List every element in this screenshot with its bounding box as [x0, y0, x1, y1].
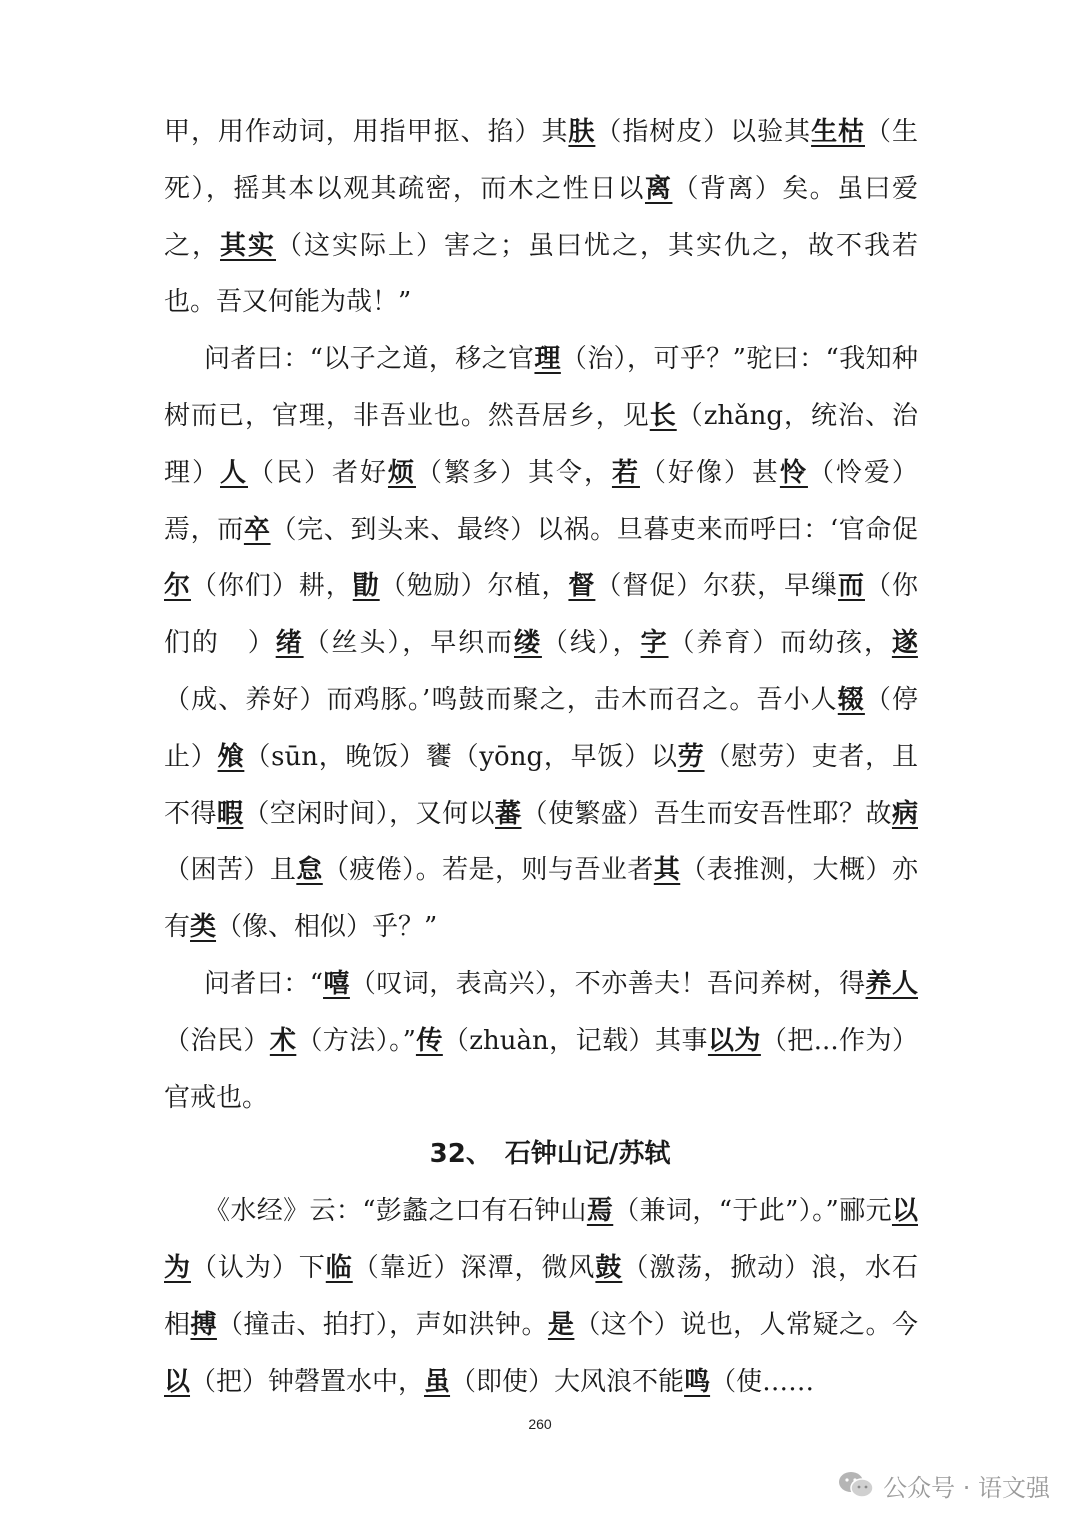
text-run: （勉励）尔植，: [379, 571, 569, 602]
annotated-term: 传: [415, 1025, 443, 1056]
annotated-term: 以: [164, 1366, 191, 1397]
annotated-term: 绪: [275, 628, 304, 659]
paragraph: [164, 956, 918, 1126]
text-run: （治），可乎？”驼曰：“我知种树而已，官理，非吾业也。然吾居乡，见: [164, 344, 918, 431]
text-run: （丝头），早织而: [303, 628, 514, 659]
annotated-term: 肤: [568, 117, 596, 147]
annotated-term: 离: [644, 173, 673, 204]
text-run: （空闲时间），又何以: [243, 798, 496, 829]
text-run: （兼词，“于此”）。”郦元: [613, 1196, 892, 1227]
text-run: （sūn，晚饭）饔（yōng，早饭）以: [244, 741, 678, 772]
annotated-term: 鸣: [684, 1366, 711, 1397]
watermark-text: 公众号 · 语文强: [883, 1473, 1050, 1502]
annotated-term: 勖: [352, 571, 380, 602]
text-run: （靠近）深潭，微风: [352, 1252, 596, 1283]
text-run: （完、到头来、最终）以祸。旦暮吏来而呼曰：‘官命促: [270, 514, 918, 545]
text-run: （指树皮）以验其: [595, 117, 812, 147]
text-run: 甲，用作动词，用指甲抠、掐）其: [164, 117, 569, 147]
text-run: （使繁盛）吾生而安吾性耶？故: [521, 798, 892, 829]
text-run: （zhuàn，记载）其事: [442, 1025, 708, 1056]
annotated-term: 劳: [677, 741, 705, 772]
annotated-term: 是: [547, 1309, 575, 1340]
annotated-term: 缕: [513, 628, 542, 659]
annotated-term: 若: [611, 457, 640, 488]
annotated-term: 以为: [707, 1025, 761, 1056]
annotated-term: 督: [568, 571, 596, 602]
text-run: 《水经》云：“彭蠡之口有石钟山: [204, 1196, 587, 1227]
text-run: （激荡，掀动）浪，水石相: [164, 1252, 918, 1340]
document-page: [164, 104, 918, 1410]
text-run: （即使）大风浪不能: [450, 1366, 685, 1397]
passage-body: [164, 104, 918, 1126]
paragraph: [164, 1183, 918, 1410]
annotated-term: 暇: [216, 798, 244, 829]
text-run: 问者曰：“: [204, 968, 324, 999]
text-run: （民）者好: [248, 457, 388, 488]
text-run: 问者曰：“以子之道，移之官: [204, 344, 535, 375]
annotated-term: 理: [534, 344, 561, 375]
annotated-term: 卒: [243, 514, 271, 545]
section-title: 32、 石钟山记/苏轼: [429, 1139, 671, 1170]
annotated-term: 嘻: [323, 968, 350, 999]
page-number: 260: [528, 1416, 552, 1432]
annotated-term: 长: [649, 400, 677, 431]
section-body: [164, 1183, 918, 1410]
annotated-term: 尔: [164, 571, 191, 602]
text-run: （像、相似）乎？”: [216, 912, 438, 943]
text-run: （治民）: [164, 1025, 270, 1056]
text-run: （叹词，表高兴），不亦善夫！吾问养树，得: [349, 968, 866, 999]
annotated-term: 类: [190, 912, 217, 943]
text-run: （撞击、拍打），声如洪钟。: [216, 1309, 548, 1340]
annotated-term: 飧: [217, 741, 245, 772]
text-run: （好像）甚: [639, 457, 780, 488]
annotated-term: 搏: [190, 1309, 217, 1340]
text-run: （停止）: [164, 684, 918, 772]
annotated-term: 遂: [891, 628, 918, 659]
text-run: （你们）耕，: [190, 571, 353, 602]
annotated-term: 养人: [865, 968, 918, 999]
text-run: （生死），摇其本以观其疏密，而木之性日以: [164, 117, 918, 204]
text-run: （认为）下: [190, 1252, 326, 1283]
paragraph: [164, 331, 918, 956]
text-run: （怜爱）焉，而: [164, 457, 918, 545]
text-run: （养育）而幼孩，: [668, 628, 892, 659]
annotated-term: 烦: [387, 457, 416, 488]
watermark: [837, 1465, 1050, 1505]
annotated-term: 怠: [296, 855, 323, 886]
annotated-term: 其: [653, 855, 681, 886]
annotated-term: 字: [640, 628, 669, 659]
annotated-term: 怜: [779, 457, 808, 488]
annotated-term: 病: [891, 798, 918, 829]
annotated-term: 生枯: [811, 117, 865, 147]
text-run: （把）钟磬置水中，: [190, 1366, 425, 1397]
text-run: （把...作为）官戒也。: [164, 1025, 918, 1113]
text-run: （疲倦）。若是，则与吾业者: [322, 855, 654, 886]
annotated-term: 而: [838, 571, 865, 602]
text-run: （慰劳）吏者，且不得: [164, 741, 918, 829]
text-run: （困苦）且: [164, 855, 297, 886]
annotated-term: 人: [220, 457, 248, 488]
paragraph: [164, 104, 918, 331]
wechat-icon: [837, 1470, 875, 1500]
annotated-term: 术: [269, 1025, 297, 1056]
text-run: （zhǎng，统治、治理）: [164, 400, 918, 488]
text-run: （这实际上）害之；虽曰忧之，其实仇之，故不我若也。吾又何能为哉！”: [164, 230, 918, 318]
annotated-term: 临: [325, 1252, 353, 1283]
text-run: （繁多）其令，: [415, 457, 612, 488]
annotated-term: 其实: [220, 230, 276, 261]
text-run: （线），: [541, 628, 641, 659]
text-run: （表推测，大概）亦有: [164, 855, 918, 943]
text-run: （督促）尔获，早缫: [595, 571, 839, 602]
text-run: （你们的 ）: [164, 571, 918, 659]
annotated-term: 以为: [164, 1196, 918, 1283]
text-run: （使……: [710, 1366, 815, 1397]
annotated-term: 辍: [837, 684, 865, 715]
text-run: （这个）说也，人常疑之。今: [574, 1309, 918, 1340]
annotated-term: 虽: [424, 1366, 451, 1397]
annotated-term: 鼓: [595, 1252, 623, 1283]
annotated-term: 蕃: [495, 798, 522, 829]
text-run: （成、养好）而鸡豚。’鸣鼓而聚之，击木而召之。吾小人: [164, 684, 838, 715]
text-run: （背离）矣。虽曰爱之，: [164, 173, 918, 261]
text-run: （方法）。”: [296, 1025, 416, 1056]
annotated-term: 焉: [586, 1196, 614, 1227]
